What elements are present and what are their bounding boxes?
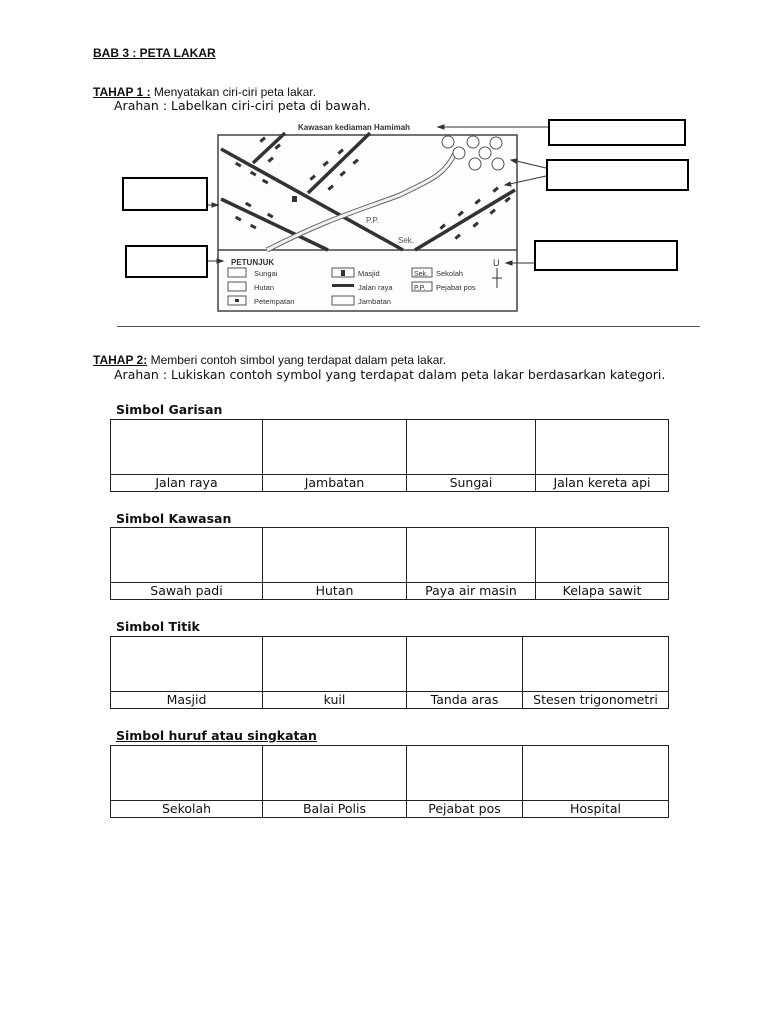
draw-cell[interactable] <box>407 746 523 801</box>
section-title-huruf: Simbol huruf atau singkatan <box>116 728 317 743</box>
tahap1-label: TAHAP 1 : <box>93 85 151 99</box>
draw-cell[interactable] <box>263 637 407 692</box>
symbol-label: Jambatan <box>263 475 407 492</box>
svg-text:Masjid: Masjid <box>358 269 380 278</box>
section-title-garisan: Simbol Garisan <box>116 402 223 417</box>
north-label: U <box>493 258 500 268</box>
legend-title: PETUNJUK <box>231 258 275 267</box>
map-label-sek: Sek. <box>398 236 415 245</box>
svg-text:Jalan raya: Jalan raya <box>358 283 393 292</box>
symbol-label: Sawah padi <box>111 583 263 600</box>
svg-text:Petempatan: Petempatan <box>254 297 295 306</box>
svg-text:Pejabat pos: Pejabat pos <box>436 283 476 292</box>
draw-cell[interactable] <box>407 528 536 583</box>
document-title: BAB 3 : PETA LAKAR <box>93 46 216 60</box>
symbol-label: Stesen trigonometri <box>523 692 669 709</box>
svg-text:Hutan: Hutan <box>254 283 275 292</box>
label-box-north[interactable] <box>534 240 678 271</box>
symbol-table-garisan <box>110 419 669 492</box>
road-legend-icon <box>332 284 354 287</box>
tahap1-text: Menyatakan ciri-ciri peta lakar. <box>150 85 316 99</box>
draw-cell[interactable] <box>407 637 523 692</box>
symbol-table-kawasan <box>110 527 669 600</box>
symbol-label: Sekolah <box>111 801 263 818</box>
draw-cell[interactable] <box>263 528 407 583</box>
draw-cell[interactable] <box>263 746 407 801</box>
tahap2-label: TAHAP 2: <box>93 353 148 367</box>
tahap1-instruction: Arahan : Labelkan ciri-ciri peta di bawah. <box>114 98 371 113</box>
symbol-label: Masjid <box>111 692 263 709</box>
symbol-label: kuil <box>263 692 407 709</box>
label-box-legend[interactable] <box>125 245 208 278</box>
symbol-table-titik <box>110 636 669 709</box>
tahap2-heading <box>93 349 446 368</box>
symbol-label: Jalan kereta api <box>536 475 669 492</box>
tahap2-instruction: Arahan : Lukiskan contoh symbol yang terdapat dalam peta lakar berdasarkan kategori. <box>114 367 666 382</box>
symbol-label: Hutan <box>263 583 407 600</box>
draw-cell[interactable] <box>407 420 536 475</box>
label-box-title[interactable] <box>548 119 686 146</box>
svg-text:Sek.: Sek. <box>414 271 429 278</box>
symbol-label: Jalan raya <box>111 475 263 492</box>
svg-text:Sungai: Sungai <box>254 269 278 278</box>
draw-cell[interactable] <box>111 528 263 583</box>
tahap2-text: Memberi contoh simbol yang terdapat dalam peta lakar. <box>147 353 447 367</box>
svg-text:Sekolah: Sekolah <box>436 269 464 278</box>
map-label-pp: P.P. <box>366 216 380 225</box>
label-box-legend-forest[interactable] <box>546 159 689 191</box>
draw-cell[interactable] <box>111 420 263 475</box>
draw-cell[interactable] <box>111 637 263 692</box>
svg-text:P.P.: P.P. <box>414 285 426 292</box>
symbol-label: Paya air masin <box>407 583 536 600</box>
symbol-label: Pejabat pos <box>407 801 523 818</box>
section-title-titik: Simbol Titik <box>116 619 200 634</box>
symbol-label: Hospital <box>523 801 669 818</box>
draw-cell[interactable] <box>111 746 263 801</box>
symbol-label: Sungai <box>407 475 536 492</box>
symbol-table-huruf <box>110 745 669 818</box>
section-title-kawasan: Simbol Kawasan <box>116 511 232 526</box>
symbol-label: Balai Polis <box>263 801 407 818</box>
symbol-label: Tanda aras <box>407 692 523 709</box>
mosque-symbol <box>292 196 297 202</box>
divider <box>117 326 700 327</box>
draw-cell[interactable] <box>536 420 669 475</box>
map-title: Kawasan kediaman Hamimah <box>298 123 411 132</box>
draw-cell[interactable] <box>536 528 669 583</box>
symbol-label: Kelapa sawit <box>536 583 669 600</box>
draw-cell[interactable] <box>263 420 407 475</box>
draw-cell[interactable] <box>523 637 669 692</box>
label-box-frame[interactable] <box>122 177 208 211</box>
draw-cell[interactable] <box>523 746 669 801</box>
svg-text:Jambatan: Jambatan <box>358 297 391 306</box>
